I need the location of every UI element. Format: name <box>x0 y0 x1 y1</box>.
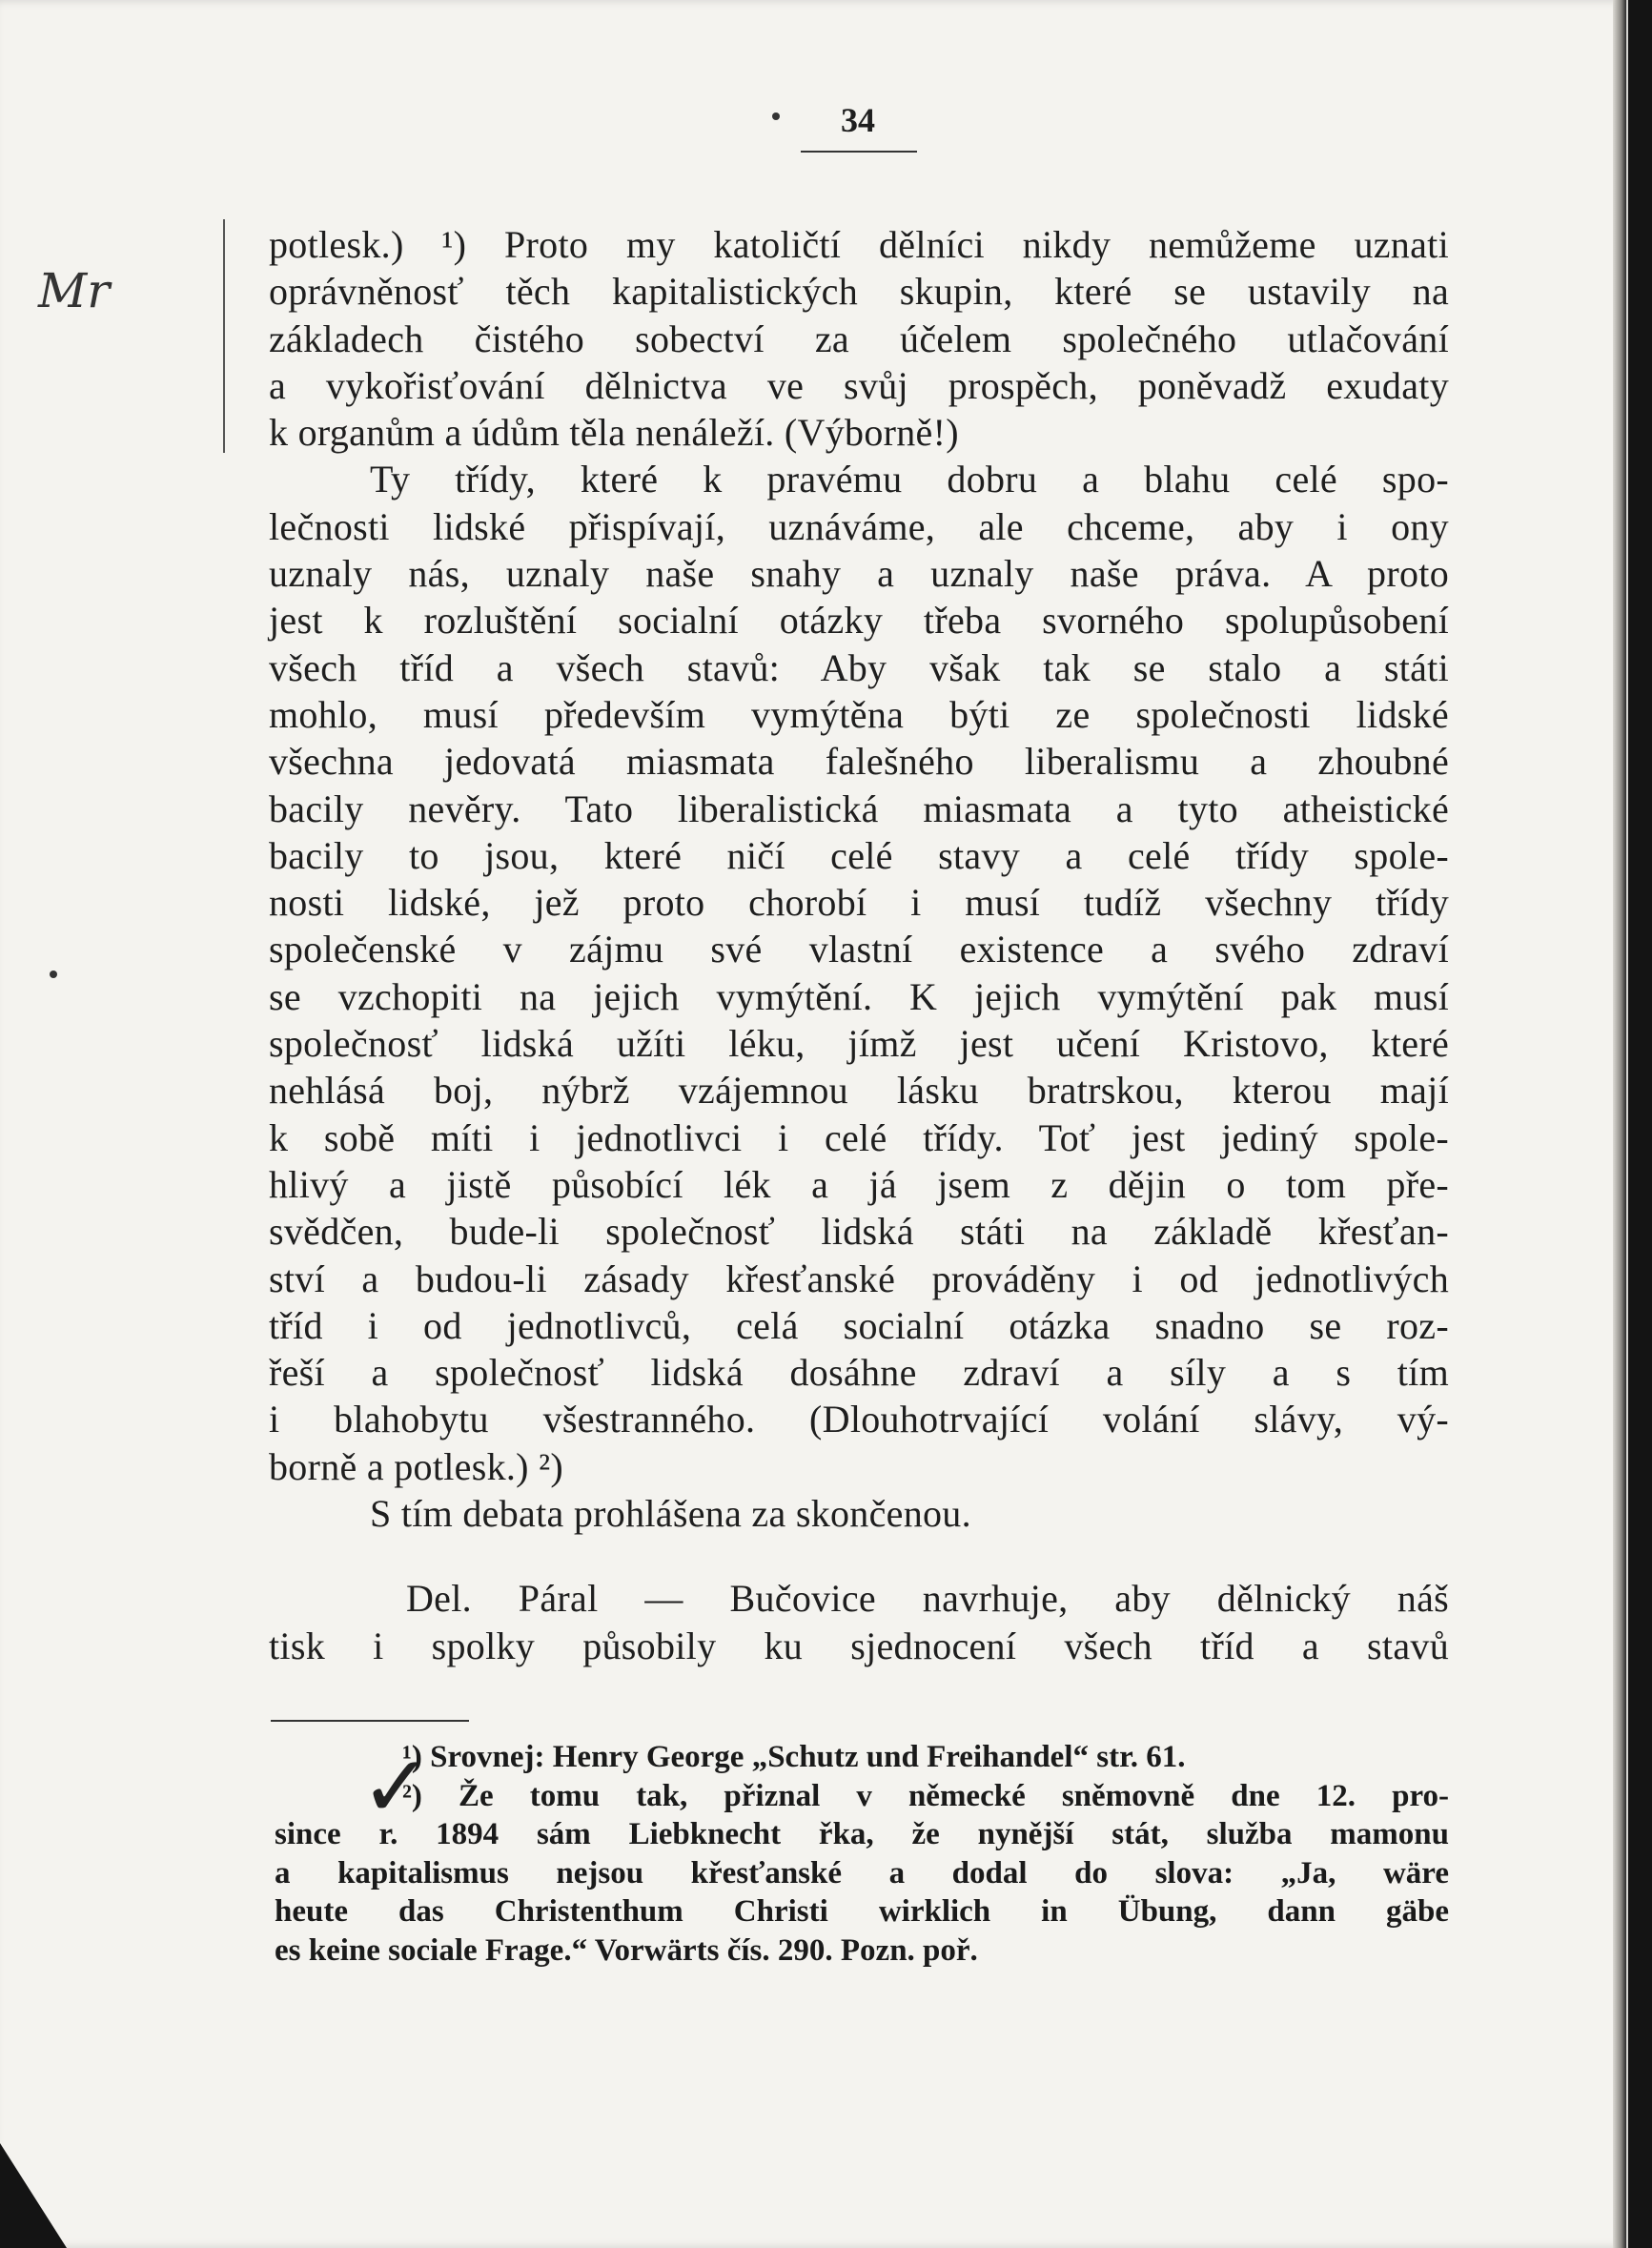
speck-dot <box>772 112 780 120</box>
margin-dot <box>50 971 57 978</box>
text-line: se vzchopiti na jejich vymýtění. K jejich vymýtění pak musí <box>269 974 1449 1018</box>
text-line: jest k rozluštění socialní otázky třeba svorného spolupůsobení <box>269 599 1449 643</box>
page-number-rule <box>801 151 917 153</box>
text-line: všechna jedovatá miasmata falešného liberalismu a zhoubné <box>269 740 1449 784</box>
text-line: tříd i od jednotlivců, celá socialní otázka snadno se roz- <box>269 1303 1449 1347</box>
text-line: společenské v zájmu své vlastní existence a svého zdraví <box>269 928 1449 971</box>
page-corner-fold <box>0 2143 67 2248</box>
text-line: základech čistého sobectví za účelem společného utlačování <box>269 317 1449 360</box>
text-line: řeší a společnosť lidská dosáhne zdraví a síly a s tím <box>269 1351 1449 1395</box>
footnote-line: es keine sociale Frage.“ Vorwärts čís. 290. Pozn. poř. <box>275 1932 978 1968</box>
text-line: k sobě míti i jednotlivci i celé třídy. Toť jest jediný spole- <box>269 1115 1449 1159</box>
text-line: tisk i spolky působily ku sjednocení všech tříd a stavů <box>269 1624 1449 1667</box>
footnote-line: since r. 1894 sám Liebknecht řka, že nynější stát, služba mamonu <box>275 1817 1449 1851</box>
text-line: S tím debata prohlášena za skončenou. <box>370 1492 971 1536</box>
text-line: a vykořisťování dělnictva ve svůj prospěch, poněvadž exudaty <box>269 363 1449 407</box>
text-line: Ty třídy, které k pravému dobru a blahu celé spo- <box>370 458 1449 501</box>
footnote-line: a kapitalismus nejsou křesťanské a dodal do slova: „Ja, wäre <box>275 1855 1449 1890</box>
text-line: uznaly nás, uznaly naše snahy a uznaly naše práva. A proto <box>269 552 1449 596</box>
text-line: potlesk.) ¹) Proto my katoličtí dělníci nikdy nemůžeme uznati <box>269 223 1449 266</box>
footnote-line: ²) Že tomu tak, přiznal v německé sněmovně dne 12. pro- <box>402 1778 1449 1813</box>
margin-handwritten-note: Mr <box>38 263 111 318</box>
text-line: k organům a údům těla nenáleží. (Výborně!) <box>269 411 959 455</box>
text-line: svědčen, bude-li společnosť lidská státi na základě křesťan- <box>269 1210 1449 1254</box>
text-line: nosti lidské, jež proto chorobí i musí tudíž všechny třídy <box>269 881 1449 925</box>
footnote-line: ¹) Srovnej: Henry George „Schutz und Freihandel“ str. 61. <box>402 1740 1186 1774</box>
text-line: borně a potlesk.) ²) <box>269 1444 564 1488</box>
text-line: nehlásá boj, nýbrž vzájemnou lásku bratrskou, kterou mají <box>269 1069 1449 1113</box>
footnote-line: heute das Christenthum Christi wirklich in Übung, dann gäbe <box>275 1894 1449 1929</box>
body-text <box>269 221 1449 1669</box>
text-line: i blahobytu všestranného. (Dlouhotrvající volání slávy, vý- <box>269 1398 1449 1441</box>
text-line: lečnosti lidské přispívají, uznáváme, ale chceme, aby i ony <box>269 504 1449 548</box>
footnotes <box>275 1738 1449 1970</box>
handwritten-check-mark: ✓ <box>360 1737 433 1837</box>
text-line: bacily nevěry. Tato liberalistická miasmata a tyto atheistické <box>269 787 1449 830</box>
margin-line-mark <box>223 219 225 453</box>
text-line: oprávněnosť těch kapitalistických skupin, které se ustavily na <box>269 270 1449 314</box>
footnote-rule <box>271 1720 469 1722</box>
text-line: mohlo, musí především vymýtěna býti ze společnosti lidské <box>269 692 1449 736</box>
text-line: Del. Páral — Bučovice navrhuje, aby dělnický náš <box>406 1577 1449 1621</box>
text-line: ství a budou-li zásady křesťanské prováděny i od jednotlivých <box>269 1257 1449 1300</box>
text-line: společnosť lidská užíti léku, jímž jest učení Kristovo, které <box>269 1022 1449 1066</box>
text-line: hlivý a jistě působící lék a já jsem z dějin o tom pře- <box>269 1162 1449 1206</box>
text-line: všech tříd a všech stavů: Aby však tak se stalo a státi <box>269 645 1449 689</box>
paragraph-spacer <box>269 1537 1449 1575</box>
page-number: 34 <box>841 101 875 139</box>
text-line: bacily to jsou, které ničí celé stavy a celé třídy spole- <box>269 833 1449 877</box>
page-edge <box>1613 0 1626 2248</box>
